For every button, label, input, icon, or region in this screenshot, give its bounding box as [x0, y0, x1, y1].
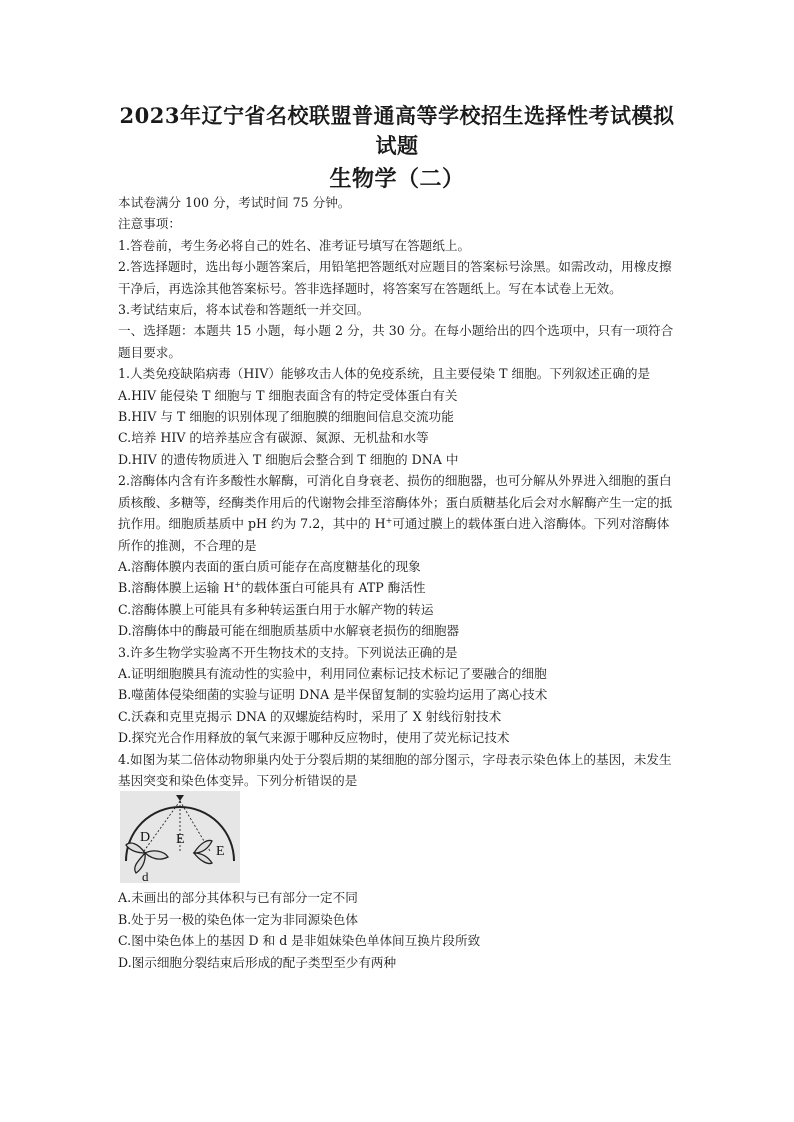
q2-stem-sup: +: [385, 515, 393, 525]
q1-stem: 1.人类免疫缺陷病毒（HIV）能够攻击人体的免疫系统，且主要侵染 T 细胞。下列叙述正确的是: [118, 366, 651, 382]
q2-option-b-part1: B.溶酶体膜上运输 H: [118, 580, 235, 596]
q1-option-a: A.HIV 能侵染 T 细胞与 T 细胞表面含有的特定受体蛋白有关: [118, 387, 458, 403]
q4-stem: 4.如图为某二倍体动物卵巢内处于分裂后期的某细胞的部分图示，字母表示染色体上的基因，未发生基因突变和染色体变异。下列分析错误的是: [118, 751, 672, 788]
exam-body: [118, 192, 678, 973]
q2-option-b-sup: +: [234, 580, 242, 590]
q2-option-c: C.溶酶体膜上可能具有多种转运蛋白用于水解产物的转运: [118, 601, 434, 617]
q1-option-b: B.HIV 与 T 细胞的识别体现了细胞膜的细胞间信息交流功能: [118, 409, 454, 425]
q2-stem-part1: 2.溶酶体内含有许多酸性水解酶，可消化自身衰老、损伤的细胞器，也可分解从外界进入细胞的蛋白质核酸、多糖等，经酶类作用后的代谢物会排至溶酶体外；蛋白质糖基化后会对水解酶产生一定的抵抗作用。细胞质基质中 pH 约为 7.2，其中的 H: [118, 473, 673, 532]
exam-title-line1: 2023年辽宁省名校联盟普通高等学校招生选择性考试模拟: [119, 103, 675, 128]
q4-option-a: A.未画出的部分其体积与已有部分一定不同: [118, 890, 358, 906]
q2-option-b: [118, 577, 678, 598]
q4-option-d: D.图示细胞分裂结束后形成的配子类型至少有两种: [118, 954, 397, 970]
q2-option-a: A.溶酶体膜内表面的蛋白质可能存在高度糖基化的现象: [118, 558, 421, 574]
score-time: 本试卷满分 100 分，考试时间 75 分钟。: [118, 195, 351, 210]
q2-stem: [118, 470, 678, 556]
notice-3: 3.考试结束后，将本试卷和答题纸一并交回。: [118, 302, 370, 318]
exam-subject: 生物学（二）: [329, 166, 465, 192]
q3-option-d: D.探究光合作用释放的氧气来源于哪种反应物时，使用了荧光标记技术: [118, 730, 510, 746]
q1-option-d: D.HIV 的遗传物质进入 T 细胞后会整合到 T 细胞的 DNA 中: [118, 451, 459, 467]
q2-option-d: D.溶酶体中的酶最可能在细胞质基质中水解衰老损伤的细胞器: [118, 623, 460, 639]
q1-option-c: C.培养 HIV 的培养基应含有碳源、氮源、无机盐和水等: [118, 430, 429, 446]
cell-division-figure: [120, 791, 240, 883]
q3-option-c: C.沃森和克里克揭示 DNA 的双螺旋结构时，采用了 X 射线衍射技术: [118, 708, 502, 724]
q3-option-b: B.噬菌体侵染细菌的实验与证明 DNA 是半保留复制的实验均运用了离心技术: [118, 687, 548, 703]
q2-option-b-part2: 的载体蛋白可能具有 ATP 酶活性: [241, 580, 426, 596]
q3-option-a: A.证明细胞膜具有流动性的实验中，利用同位素标记技术标记了要融合的细胞: [118, 665, 547, 681]
gene-label-d: d: [142, 869, 149, 884]
q4-option-c: C.图中染色体上的基因 D 和 d 是非姐妹染色单体间互换片段所致: [118, 933, 481, 949]
notice-title: 注意事项：: [118, 216, 181, 232]
gene-label-E-right: E: [216, 844, 225, 860]
gene-label-E-middle: E: [176, 832, 185, 848]
q3-stem: 3.许多生物学实验离不开生物技术的支持。下列说法正确的是: [118, 644, 458, 660]
exam-title-line2: 试题: [375, 133, 419, 158]
q2-stem-part2: 可通过膜上的载体蛋白进入溶酶体。下列对溶酶体所作的推测，不合理的是: [118, 516, 670, 553]
q4-option-b: B.处于另一极的染色体一定为非同源染色体: [118, 911, 358, 927]
notice-1: 1.答卷前，考生务必将自己的姓名、准考证号填写在答题纸上。: [118, 237, 471, 253]
section-heading: 一、选择题：本题共 15 小题，每小题 2 分，共 30 分。在每小题给出的四个选项中，只有一项符合题目要求。: [118, 323, 674, 360]
notice-2: 2.答选择题时，选出每小题答案后，用铅笔把答题纸对应题目的答案标号涂黑。如需改动，用橡皮擦干净后，再选涂其他答案标号。答非选择题时，将答案写在答题纸上。写在本试卷上无效。: [118, 259, 672, 296]
gene-label-D: D: [140, 830, 151, 846]
